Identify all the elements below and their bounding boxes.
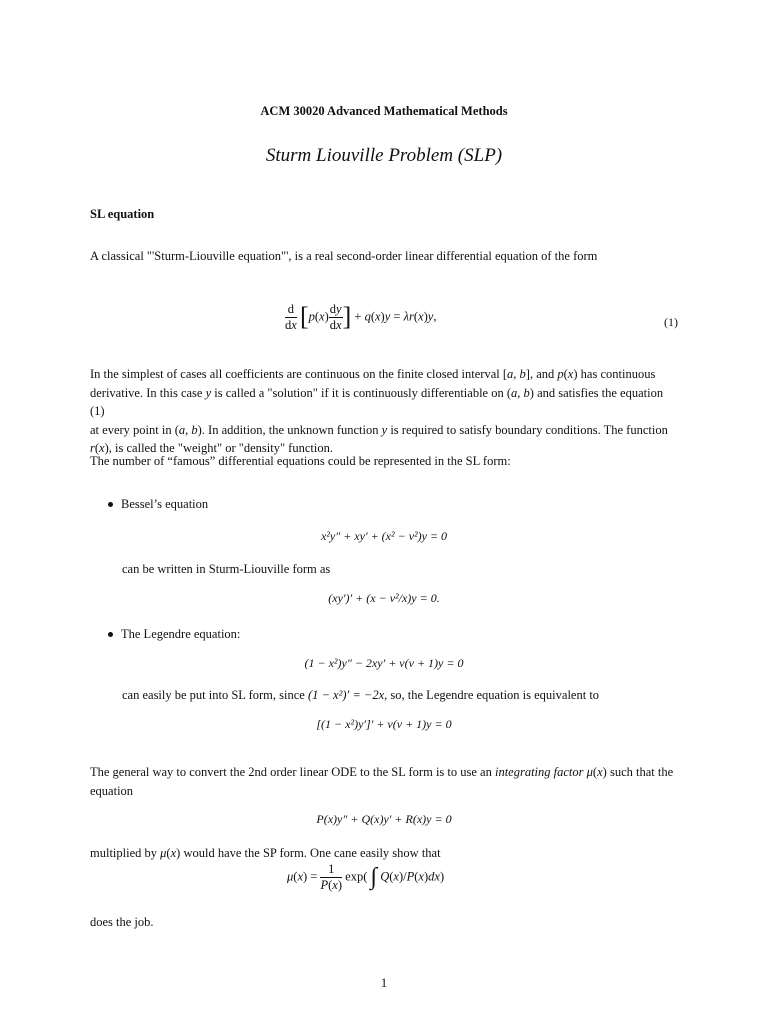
bessel-note: can be written in Sturm-Liouville form as [122,562,331,576]
multiplied-paragraph: multiplied by μ(x) would have the SP form. One cane easily show that [90,846,441,860]
bullet-dot [108,502,113,507]
document-title: Sturm Liouville Problem (SLP) [265,145,503,166]
equation-legendre-sl: [(1 − x²)y′]′ + ν(ν + 1)y = 0 [316,717,452,731]
equation-legendre: (1 − x²)y″ − 2xy′ + ν(ν + 1)y = 0 [304,656,464,670]
famous-equations-paragraph: The number of “famous” differential equations could be represented in the SL form: [90,454,511,468]
bullet-dot [108,632,113,637]
equation-integrating-factor: μ(x) = $\frac{1}{P(x)}$ exp( ∫ Q(x)/P(x)dx) [287,862,445,893]
closing-sentence: does the job. [90,915,154,929]
section-heading: SL equation [90,207,155,221]
integrating-factor-paragraph: The general way to convert the 2nd order linear ODE to the SL form is to use an integrating factor μ(x) such that the equation [90,765,674,798]
list-item-legendre: The Legendre equation: [108,627,240,642]
intro-paragraph: A classical "'Sturm-Liouville equation"', is a real second-order linear differential equation of the form [90,249,598,263]
course-title: ACM 30020 Advanced Mathematical Methods [260,104,508,118]
equation-bessel-sl: (xy′)′ + (x − ν²/x)y = 0. [328,591,440,605]
legendre-note: can easily be put into SL form, since (1 − x²)′ = −2x, so, the Legendre equation is equivalent to [122,688,600,702]
coefficients-paragraph: In the simplest of cases all coefficients are continuous on the finite closed interval [a, b], and p(x) has continuous derivative. In this case y is called a "solution" if it is continuously differentiable on (a, b) and satisfies the equation (1) at every point in (a, b). In addition, the unknown function y is required to satisfy boundary conditions. The function r(x), is called the "weight" or "density" function. [90,367,668,455]
page-number: 1 [380,976,388,990]
equation-bessel: x²y″ + xy′ + (x² − ν²)y = 0 [320,529,448,543]
equation-number: (1) [664,315,678,329]
equation-sturm-liouville: $\frac{d}{dx}$ [p(x) $\frac{dy}{dx}$ ] + q(x)y = λr(x)y, [285,301,437,333]
equation-general-ode: P(x)y″ + Q(x)y′ + R(x)y = 0 [316,812,452,826]
list-item-bessel: Bessel’s equation [108,497,208,512]
